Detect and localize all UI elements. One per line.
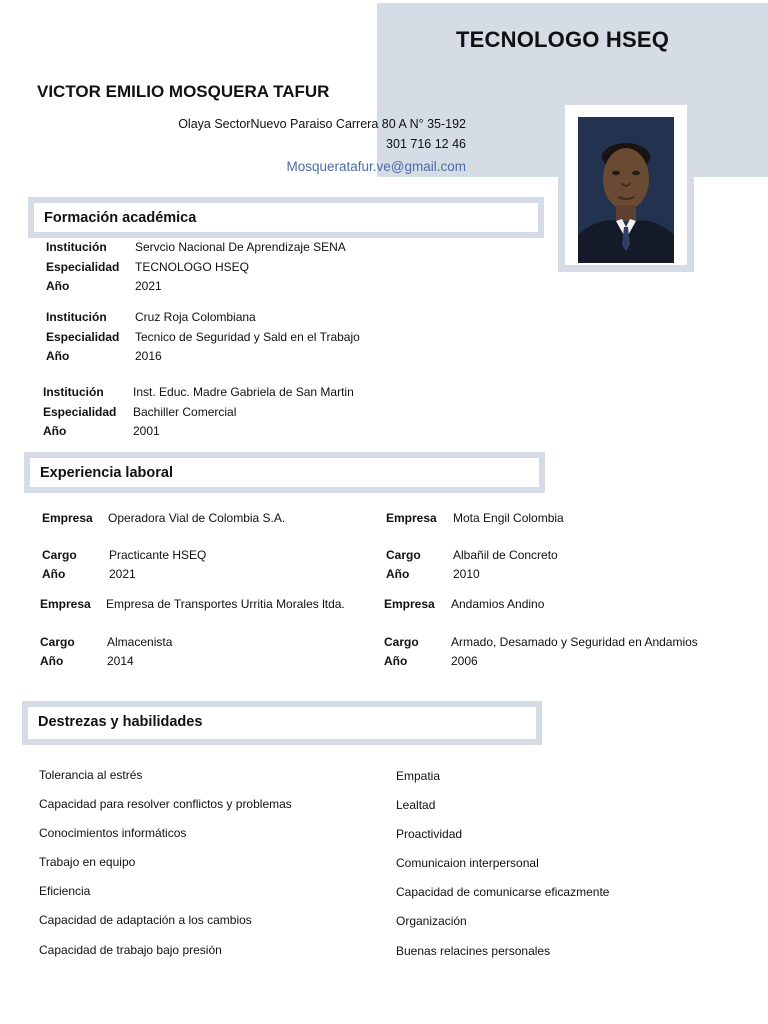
job-title: TECNOLOGO HSEQ: [456, 27, 670, 52]
experience-heading: Experiencia laboral: [40, 465, 173, 481]
skill-item: Lealtad: [396, 798, 436, 812]
institution-value: Cruz Roja Colombiana: [135, 310, 256, 324]
skill-item: Empatia: [396, 769, 441, 783]
role-value: Practicante HSEQ: [109, 548, 207, 562]
education-section-header: [28, 197, 544, 238]
company-value: Operadora Vial de Colombia S.A.: [108, 511, 286, 525]
role-label: Cargo: [42, 548, 77, 562]
year-value: 2006: [451, 654, 478, 668]
year-label: Año: [384, 654, 408, 668]
skills-section-header: [22, 701, 542, 745]
institution-label: Institución: [46, 240, 107, 254]
skill-item: Organización: [396, 914, 467, 928]
skills-heading: Destrezas y habilidades: [38, 714, 203, 730]
year-value: 2010: [453, 567, 480, 581]
skill-item: Proactividad: [396, 827, 463, 841]
specialty-value: Bachiller Comercial: [133, 404, 237, 419]
education-entry-3-values: [133, 383, 354, 442]
specialty-value: TECNOLOGO HSEQ: [135, 259, 250, 274]
specialty-label: Especialidad: [46, 259, 120, 274]
company-label: Empresa: [40, 597, 91, 611]
role-value: Albañil de Concreto: [453, 548, 558, 562]
skill-item: Capacidad de comunicarse eficazmente: [396, 885, 610, 899]
role-value: Armado, Desamado y Seguridad en Andamios: [451, 635, 698, 649]
company-label: Empresa: [386, 511, 437, 525]
specialty-label: Especialidad: [46, 329, 120, 344]
candidate-name: VICTOR EMILIO MOSQUERA TAFUR: [37, 82, 330, 101]
role-label: Cargo: [40, 635, 75, 649]
education-entry-3: [43, 383, 116, 442]
education-entry-1-values: [135, 238, 346, 297]
role-label: Cargo: [386, 548, 421, 562]
company-value: Empresa de Transportes Urritia Morales ltda.: [106, 597, 345, 611]
education-entry-1: [46, 238, 119, 297]
skill-item: Tolerancia al estrés: [39, 768, 143, 782]
skill-item: Conocimientos informáticos: [39, 826, 187, 840]
skill-item: Capacidad de trabajo bajo presión: [39, 943, 222, 957]
specialty-label: Especialidad: [43, 404, 117, 419]
skill-item: Trabajo en equipo: [39, 855, 136, 869]
year-label: Año: [40, 654, 64, 668]
company-label: Empresa: [42, 511, 93, 525]
specialty-value: Tecnico de Seguridad y Sald en el Trabajo: [135, 329, 360, 344]
profile-photo: [578, 117, 674, 263]
year-value: 2016: [135, 349, 162, 363]
skill-item: Capacidad de adaptación a los cambios: [39, 913, 252, 927]
year-label: Año: [42, 567, 66, 581]
profile-photo-frame: [558, 98, 694, 272]
email-link[interactable]: Mosqueratafur.ve@gmail.com: [286, 159, 466, 174]
skill-item: Buenas relacines personales: [396, 944, 551, 958]
phone: 301 716 12 46: [386, 137, 466, 151]
institution-value: Inst. Educ. Madre Gabriela de San Martin: [133, 385, 354, 399]
address: Olaya SectorNuevo Paraiso Carrera 80 A N° 35-192: [178, 117, 466, 131]
company-label: Empresa: [384, 597, 435, 611]
year-value: 2014: [107, 654, 134, 668]
year-label: Año: [386, 567, 410, 581]
role-value: Almacenista: [107, 635, 173, 649]
education-heading: Formación académica: [44, 210, 197, 226]
skill-item: Eficiencia: [39, 884, 91, 898]
experience-section-header: [24, 452, 545, 493]
year-label: Año: [46, 279, 70, 293]
year-value: 2001: [133, 424, 160, 438]
company-value: Andamios Andino: [451, 597, 545, 611]
year-label: Año: [43, 424, 67, 438]
year-label: Año: [46, 349, 70, 363]
role-label: Cargo: [384, 635, 419, 649]
company-value: Mota Engil Colombia: [453, 511, 564, 525]
institution-label: Institución: [43, 385, 104, 399]
year-value: 2021: [135, 279, 162, 293]
skill-item: Capacidad para resolver conflictos y problemas: [39, 797, 292, 811]
education-entry-2: [46, 308, 119, 367]
year-value: 2021: [109, 567, 136, 581]
education-entry-2-values: [135, 308, 360, 367]
institution-label: Institución: [46, 310, 107, 324]
skill-item: Comunicaion interpersonal: [396, 856, 539, 870]
institution-value: Servcio Nacional De Aprendizaje SENA: [135, 240, 346, 254]
